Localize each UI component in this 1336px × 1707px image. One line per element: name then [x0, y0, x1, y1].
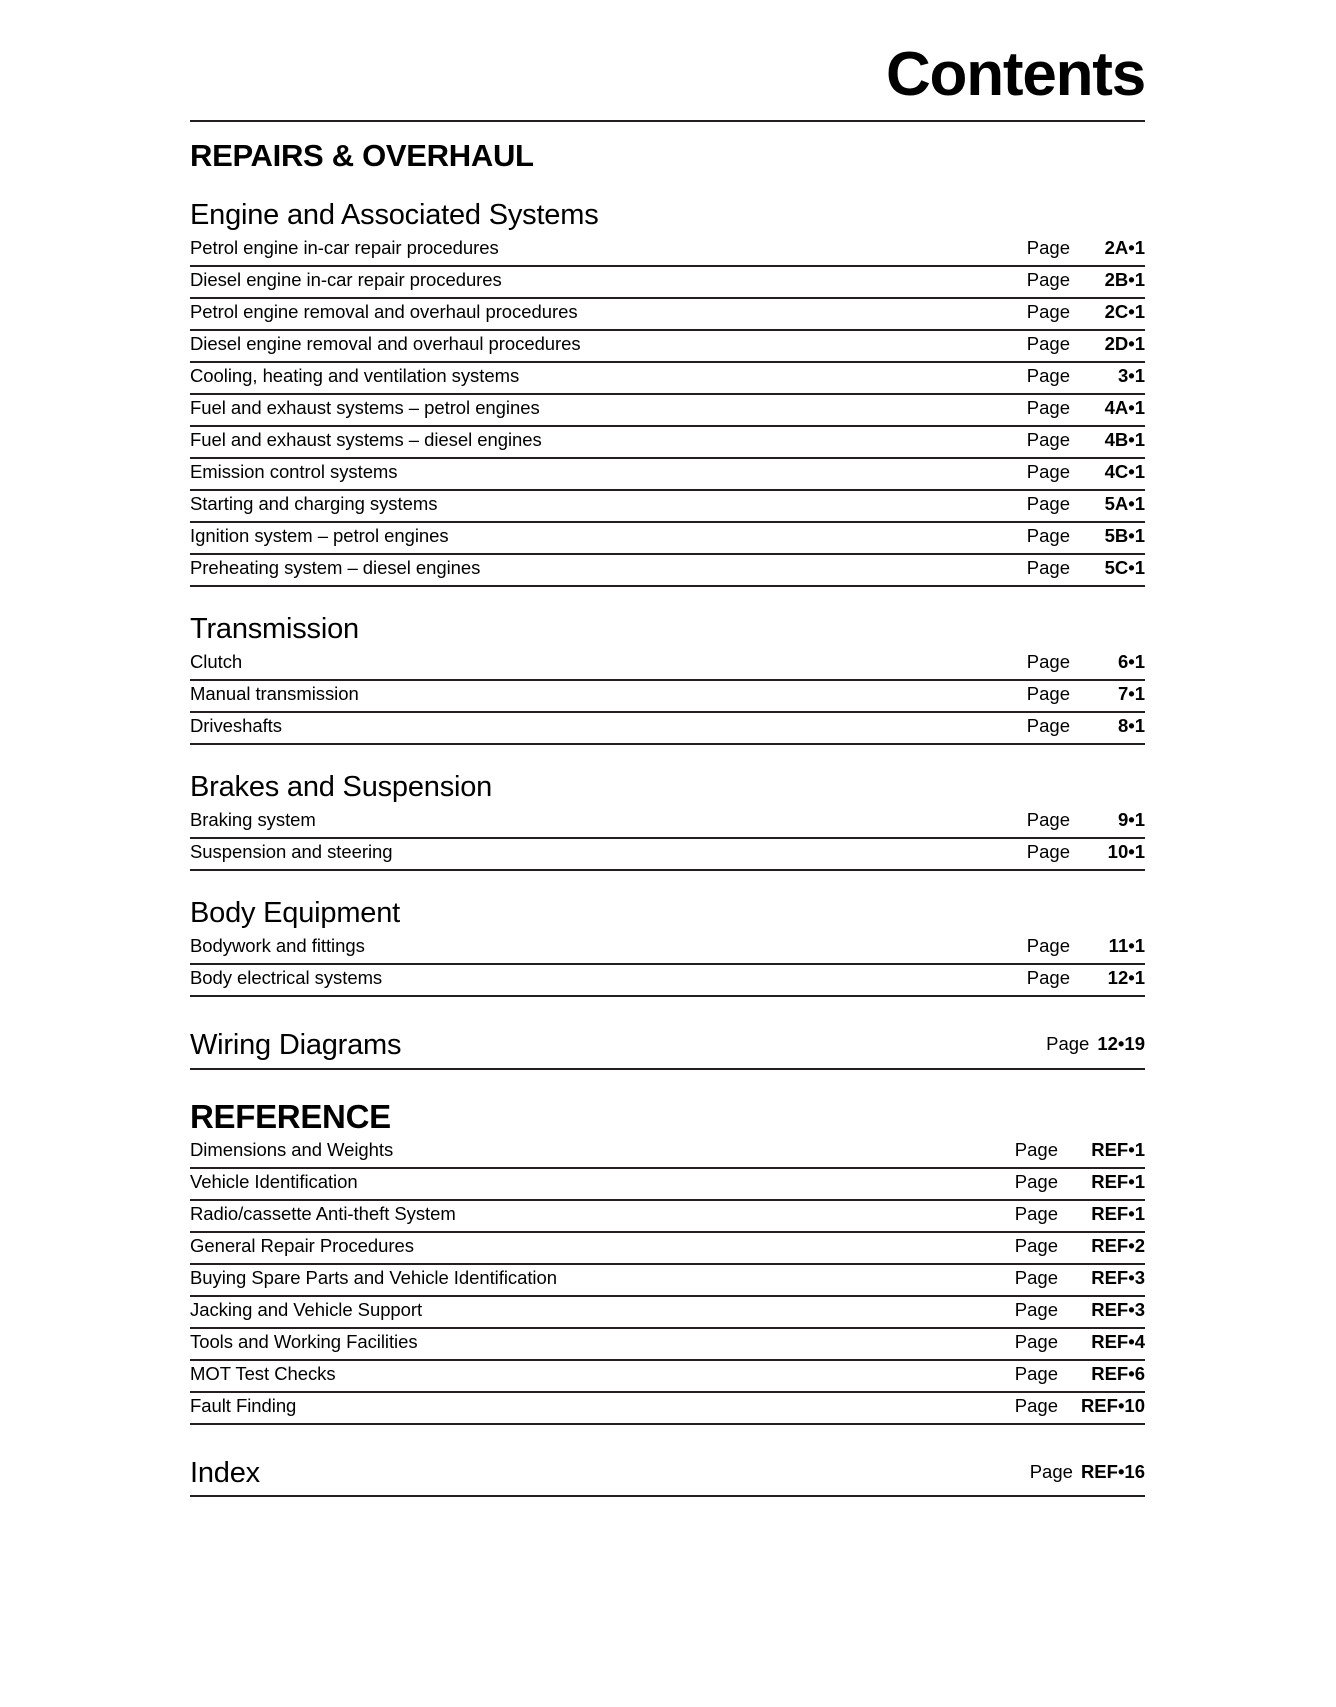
- toc-entry-page-word: Page: [1026, 268, 1070, 290]
- group-title-index: Index: [190, 1457, 260, 1490]
- toc-entry-page-number: 3•1: [1117, 364, 1145, 386]
- toc-entry-ref: [1015, 1298, 1145, 1323]
- toc-entry-page-number: 2A•1: [1104, 236, 1145, 258]
- toc-entry-label: Tools and Working Facilities: [190, 1331, 418, 1353]
- toc-entry[interactable]: [190, 363, 1145, 395]
- toc-entry[interactable]: [190, 1265, 1145, 1297]
- toc-entry-page-word: Page: [1026, 236, 1070, 258]
- toc-entry-label: Cooling, heating and ventilation systems: [190, 364, 520, 386]
- toc-entry[interactable]: [190, 555, 1145, 587]
- toc-entry-label: MOT Test Checks: [190, 1363, 336, 1385]
- toc-entry[interactable]: [190, 523, 1145, 555]
- toc-entry-ref: [1015, 1170, 1145, 1195]
- toc-entry-page-word: Page: [1046, 1033, 1090, 1055]
- part-reference: [190, 1097, 1145, 1498]
- toc-entry-page-word: Page: [1014, 1395, 1058, 1417]
- toc-entry-page-number: 5A•1: [1104, 492, 1145, 514]
- toc-entry-page-number: 2D•1: [1104, 332, 1145, 354]
- toc-entry-page-word: Page: [1026, 935, 1070, 957]
- toc-entry-label: Fuel and exhaust systems – petrol engines: [190, 396, 540, 418]
- toc-entry[interactable]: [190, 1233, 1145, 1265]
- toc-entry[interactable]: [190, 713, 1145, 745]
- toc-entry-ref: [1027, 428, 1145, 453]
- toc-entry-page-number: 12•19: [1097, 1033, 1145, 1055]
- toc-entry-ref: [1027, 966, 1145, 991]
- toc-entry[interactable]: [190, 235, 1145, 267]
- toc-entry-index[interactable]: [190, 1457, 1145, 1497]
- toc-entry[interactable]: [190, 807, 1145, 839]
- toc-entry-page-number: REF•1: [1091, 1203, 1145, 1225]
- group-body-equipment: [190, 897, 1145, 997]
- entry-list-engine-and-associated-systems: [190, 235, 1145, 587]
- group-engine-and-associated-systems: [190, 199, 1145, 587]
- toc-entry-label: Clutch: [190, 650, 243, 672]
- toc-entry-page-number: 8•1: [1117, 714, 1145, 736]
- toc-entry-page-word: Page: [1014, 1267, 1058, 1289]
- toc-entry-label: Diesel engine removal and overhaul procedures: [190, 332, 581, 354]
- toc-entry-page-number: REF•1: [1091, 1171, 1145, 1193]
- toc-entry-page-number: REF•2: [1091, 1235, 1145, 1257]
- toc-entry-label: Emission control systems: [190, 460, 398, 482]
- toc-entry[interactable]: [190, 1297, 1145, 1329]
- toc-entry-page-number: REF•1: [1091, 1139, 1145, 1161]
- toc-entry-page-word: Page: [1026, 300, 1070, 322]
- toc-entry-page-number: 4A•1: [1104, 396, 1145, 418]
- toc-entry-page-number: REF•16: [1080, 1461, 1145, 1483]
- toc-entry-wiring-diagrams[interactable]: [190, 1029, 1145, 1069]
- masthead: [190, 0, 1145, 122]
- toc-entry[interactable]: [190, 491, 1145, 523]
- toc-entry-ref: [1046, 1033, 1145, 1055]
- toc-entry[interactable]: [190, 649, 1145, 681]
- toc-entry-ref: [1015, 1234, 1145, 1259]
- toc-entry-label: Fuel and exhaust systems – diesel engines: [190, 428, 542, 450]
- toc-entry-page-number: 9•1: [1117, 809, 1145, 831]
- toc-entry-page-number: 4B•1: [1104, 428, 1145, 450]
- toc-entry-ref: [1015, 1138, 1145, 1163]
- group-brakes-and-suspension: [190, 771, 1145, 871]
- toc-entry-page-word: Page: [1014, 1203, 1058, 1225]
- toc-entry-label: Manual transmission: [190, 682, 359, 704]
- toc-entry-page-word: Page: [1014, 1171, 1058, 1193]
- toc-entry-ref: [1027, 492, 1145, 517]
- toc-entry-page-number: 7•1: [1117, 682, 1145, 704]
- group-title-transmission: Transmission: [190, 612, 359, 645]
- toc-entry-label: Vehicle Identification: [190, 1171, 358, 1193]
- toc-entry-ref: [1027, 714, 1145, 739]
- toc-entry-page-number: 4C•1: [1104, 460, 1145, 482]
- toc-entry-page-number: 5C•1: [1104, 556, 1145, 578]
- toc-entry-label: Body electrical systems: [190, 967, 383, 989]
- toc-entry[interactable]: [190, 933, 1145, 965]
- toc-entry-page-word: Page: [1026, 650, 1070, 672]
- toc-entry-page-word: Page: [1014, 1235, 1058, 1257]
- entry-list-reference: [190, 1137, 1145, 1425]
- toc-entry-page-word: Page: [1026, 967, 1070, 989]
- toc-entry-page-number: REF•3: [1091, 1299, 1145, 1321]
- contents-content-column: [190, 0, 1145, 1497]
- toc-entry-page-word: Page: [1026, 809, 1070, 831]
- toc-entry-ref: [1027, 934, 1145, 959]
- toc-entry-label: Buying Spare Parts and Vehicle Identification: [190, 1267, 557, 1289]
- part-title-reference: REFERENCE: [190, 1097, 391, 1135]
- toc-entry-ref: [1027, 840, 1145, 865]
- toc-entry-page-number: 11•1: [1108, 935, 1145, 957]
- group-transmission: [190, 613, 1145, 745]
- toc-entry-ref: [1027, 682, 1145, 707]
- entry-list-body-equipment: [190, 933, 1145, 997]
- group-title-body-equipment: Body Equipment: [190, 897, 400, 930]
- toc-entry-label: Dimensions and Weights: [190, 1139, 394, 1161]
- toc-entry-ref: [1027, 268, 1145, 293]
- toc-entry-page-word: Page: [1026, 714, 1070, 736]
- toc-entry-page-word: Page: [1026, 556, 1070, 578]
- toc-entry[interactable]: [190, 1169, 1145, 1201]
- toc-entry-page-number: 10•1: [1107, 841, 1145, 863]
- toc-entry[interactable]: [190, 681, 1145, 713]
- toc-entry-ref: [1015, 1330, 1145, 1355]
- toc-entry-page-word: Page: [1026, 396, 1070, 418]
- toc-entry[interactable]: [190, 1393, 1145, 1425]
- toc-entry[interactable]: [190, 427, 1145, 459]
- toc-entry-page-word: Page: [1014, 1299, 1058, 1321]
- toc-entry-ref: [1027, 332, 1145, 357]
- toc-entry-label: Bodywork and fittings: [190, 935, 365, 957]
- group-title-wiring-diagrams: Wiring Diagrams: [190, 1029, 402, 1062]
- toc-entry-page-number: 5B•1: [1104, 524, 1145, 546]
- toc-entry[interactable]: [190, 267, 1145, 299]
- toc-entry-label: Diesel engine in-car repair procedures: [190, 268, 502, 290]
- toc-entry-page-word: Page: [1014, 1331, 1058, 1353]
- toc-entry[interactable]: [190, 1329, 1145, 1361]
- toc-entry-label: Petrol engine in-car repair procedures: [190, 236, 499, 258]
- toc-entry-page-number: 2C•1: [1104, 300, 1145, 322]
- toc-entry-page-number: REF•4: [1091, 1331, 1145, 1353]
- toc-entry-ref: [1027, 650, 1145, 675]
- toc-entry-page-word: Page: [1014, 1363, 1058, 1385]
- toc-entry-ref: [1015, 1362, 1145, 1387]
- toc-entry-label: General Repair Procedures: [190, 1235, 414, 1257]
- toc-entry[interactable]: [190, 459, 1145, 491]
- toc-entry-ref: [1030, 1461, 1145, 1483]
- toc-entry-page-word: Page: [1026, 524, 1070, 546]
- part-title-repairs-overhaul: REPAIRS & OVERHAUL: [190, 138, 534, 173]
- toc-entry-label: Radio/cassette Anti-theft System: [190, 1203, 456, 1225]
- toc-entry-page-word: Page: [1026, 428, 1070, 450]
- toc-entry-ref: [1027, 300, 1145, 325]
- toc-entry-page-number: 2B•1: [1104, 268, 1145, 290]
- toc-entry-page-number: REF•3: [1091, 1267, 1145, 1289]
- toc-entry-page-word: Page: [1014, 1139, 1058, 1161]
- toc-entry-ref: [1027, 524, 1145, 549]
- toc-entry[interactable]: [190, 965, 1145, 997]
- toc-entry[interactable]: [190, 299, 1145, 331]
- toc-entry-ref: [1027, 556, 1145, 581]
- entry-list-brakes-and-suspension: [190, 807, 1145, 871]
- toc-entry-label: Driveshafts: [190, 714, 282, 736]
- toc-entry-page-word: Page: [1029, 1461, 1073, 1483]
- toc-entry-label: Jacking and Vehicle Support: [190, 1299, 423, 1321]
- toc-entry-label: Suspension and steering: [190, 841, 393, 863]
- toc-entry-page-word: Page: [1026, 841, 1070, 863]
- toc-entry[interactable]: [190, 1201, 1145, 1233]
- part-repairs-overhaul: [190, 140, 1145, 1070]
- entry-list-transmission: [190, 649, 1145, 745]
- toc-entry-page-number: 12•1: [1107, 967, 1145, 989]
- toc-entry-page-word: Page: [1026, 682, 1070, 704]
- toc-entry[interactable]: [190, 1361, 1145, 1393]
- toc-entry-label: Starting and charging systems: [190, 492, 438, 514]
- toc-entry-page-word: Page: [1026, 460, 1070, 482]
- toc-entry-page-number: REF•6: [1091, 1363, 1145, 1385]
- toc-entry-ref: [1027, 236, 1145, 261]
- toc-entry-label: Fault Finding: [190, 1395, 297, 1417]
- toc-entry-ref: [1015, 1266, 1145, 1291]
- toc-entry[interactable]: [190, 1137, 1145, 1169]
- toc-entry-label: Ignition system – petrol engines: [190, 524, 449, 546]
- toc-entry-label: Petrol engine removal and overhaul procedures: [190, 300, 578, 322]
- toc-entry-page-word: Page: [1026, 492, 1070, 514]
- toc-entry-page-number: REF•10: [1080, 1395, 1145, 1417]
- group-title-engine-and-associated-systems: Engine and Associated Systems: [190, 198, 599, 231]
- toc-entry[interactable]: [190, 331, 1145, 363]
- toc-entry-ref: [1027, 396, 1145, 421]
- toc-entry-page-word: Page: [1026, 364, 1070, 386]
- toc-entry[interactable]: [190, 395, 1145, 427]
- toc-entry-ref: [1027, 364, 1145, 389]
- toc-entry-ref: [1015, 1202, 1145, 1227]
- toc-entry-label: Braking system: [190, 809, 316, 831]
- toc-entry-ref: [1027, 460, 1145, 485]
- toc-entry-ref: [1015, 1394, 1145, 1419]
- group-title-brakes-and-suspension: Brakes and Suspension: [190, 770, 493, 803]
- toc-entry-page-number: 6•1: [1117, 650, 1145, 672]
- page-title: Contents: [885, 40, 1145, 109]
- toc-entry-page-word: Page: [1026, 332, 1070, 354]
- toc-entry-ref: [1027, 808, 1145, 833]
- toc-entry[interactable]: [190, 839, 1145, 871]
- toc-entry-label: Preheating system – diesel engines: [190, 556, 481, 578]
- masthead-rule: [190, 120, 1145, 122]
